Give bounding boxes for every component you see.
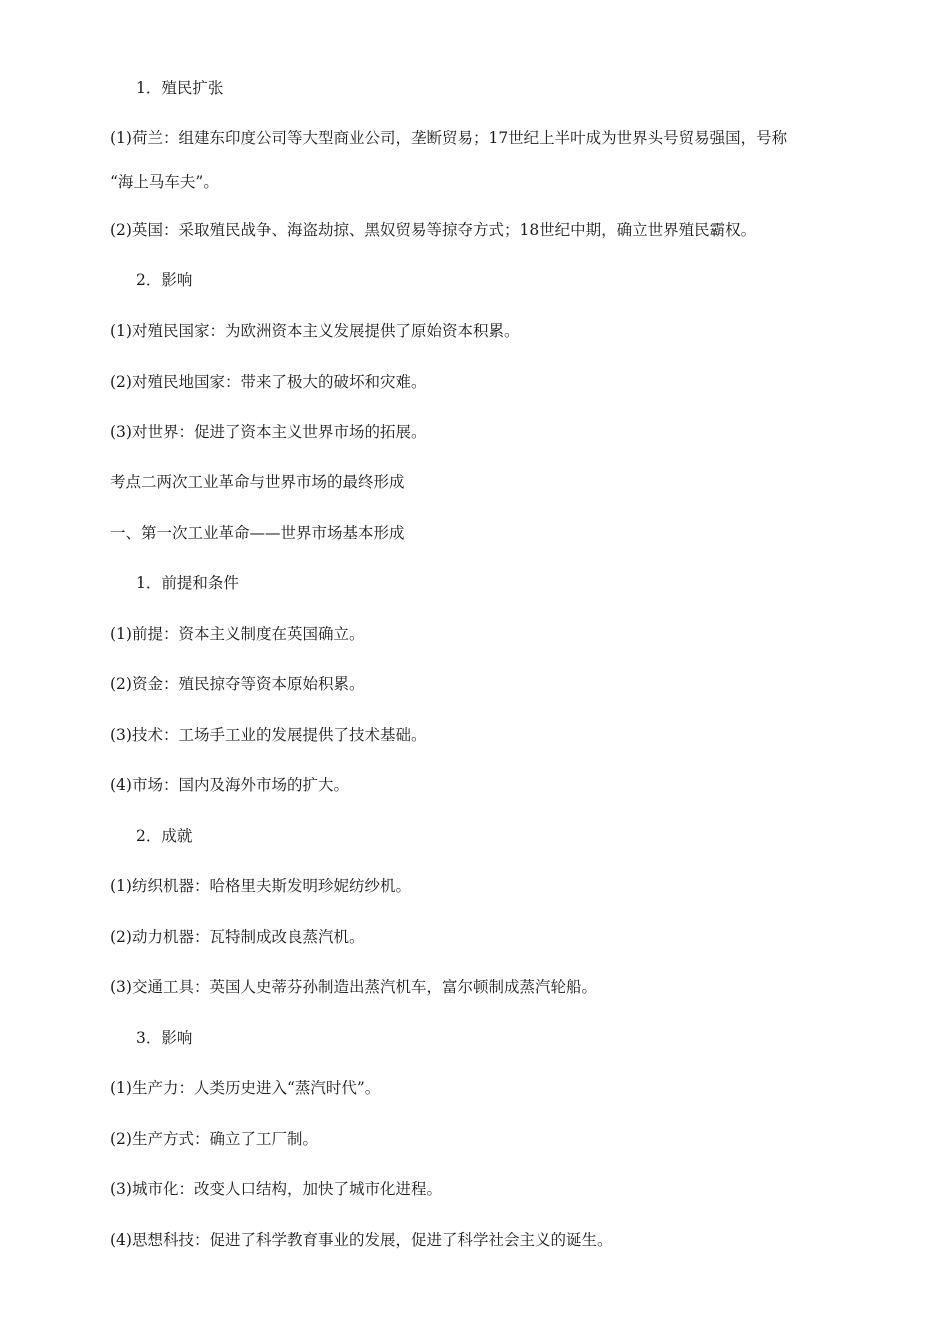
paragraph-transport: (3)交通工具：英国人史蒂芬孙制造出蒸汽机车，富尔顿制成蒸汽轮船。 bbox=[110, 978, 597, 996]
heading-influence: 3．影响 bbox=[136, 1029, 193, 1047]
paragraph-premise: (1)前提：资本主义制度在英国确立。 bbox=[110, 625, 365, 643]
heading-exam-point-2: 考点二两次工业革命与世界市场的最终形成 bbox=[110, 473, 405, 491]
paragraph-impact-colonizers: (1)对殖民国家：为欧洲资本主义发展提供了原始资本积累。 bbox=[110, 322, 520, 340]
paragraph-impact-world: (3)对世界：促进了资本主义世界市场的拓展。 bbox=[110, 423, 427, 441]
heading-prerequisites: 1．前提和条件 bbox=[136, 574, 239, 592]
heading-impact: 2．影响 bbox=[136, 271, 193, 289]
paragraph-technology: (3)技术：工场手工业的发展提供了技术基础。 bbox=[110, 726, 427, 744]
paragraph-productivity: (1)生产力：人类历史进入“蒸汽时代”。 bbox=[110, 1079, 381, 1097]
paragraph-britain: (2)英国：采取殖民战争、海盗劫掠、黑奴贸易等掠夺方式；18世纪中期，确立世界殖民霸权。 bbox=[110, 221, 757, 239]
heading-colonial-expansion: 1．殖民扩张 bbox=[136, 79, 224, 97]
paragraph-market: (4)市场：国内及海外市场的扩大。 bbox=[110, 776, 349, 794]
paragraph-textile-machines: (1)纺织机器：哈格里夫斯发明珍妮纺纱机。 bbox=[110, 877, 411, 895]
paragraph-capital: (2)资金：殖民掠夺等资本原始积累。 bbox=[110, 675, 365, 693]
paragraph-power-machines: (2)动力机器：瓦特制成改良蒸汽机。 bbox=[110, 928, 365, 946]
heading-achievements: 2．成就 bbox=[136, 827, 193, 845]
paragraph-impact-colonies: (2)对殖民地国家：带来了极大的破坏和灾难。 bbox=[110, 373, 427, 391]
paragraph-netherlands-cont: “海上马车夫”。 bbox=[110, 173, 219, 191]
paragraph-urbanization: (3)城市化：改变人口结构，加快了城市化进程。 bbox=[110, 1180, 442, 1198]
paragraph-production-mode: (2)生产方式：确立了工厂制。 bbox=[110, 1130, 318, 1148]
paragraph-netherlands: (1)荷兰：组建东印度公司等大型商业公司，垄断贸易；17世纪上半叶成为世界头号贸易强国，号称 bbox=[110, 129, 788, 147]
heading-first-industrial-revolution: 一、第一次工业革命——世界市场基本形成 bbox=[110, 524, 405, 542]
paragraph-thought-science: (4)思想科技：促进了科学教育事业的发展，促进了科学社会主义的诞生。 bbox=[110, 1231, 613, 1249]
